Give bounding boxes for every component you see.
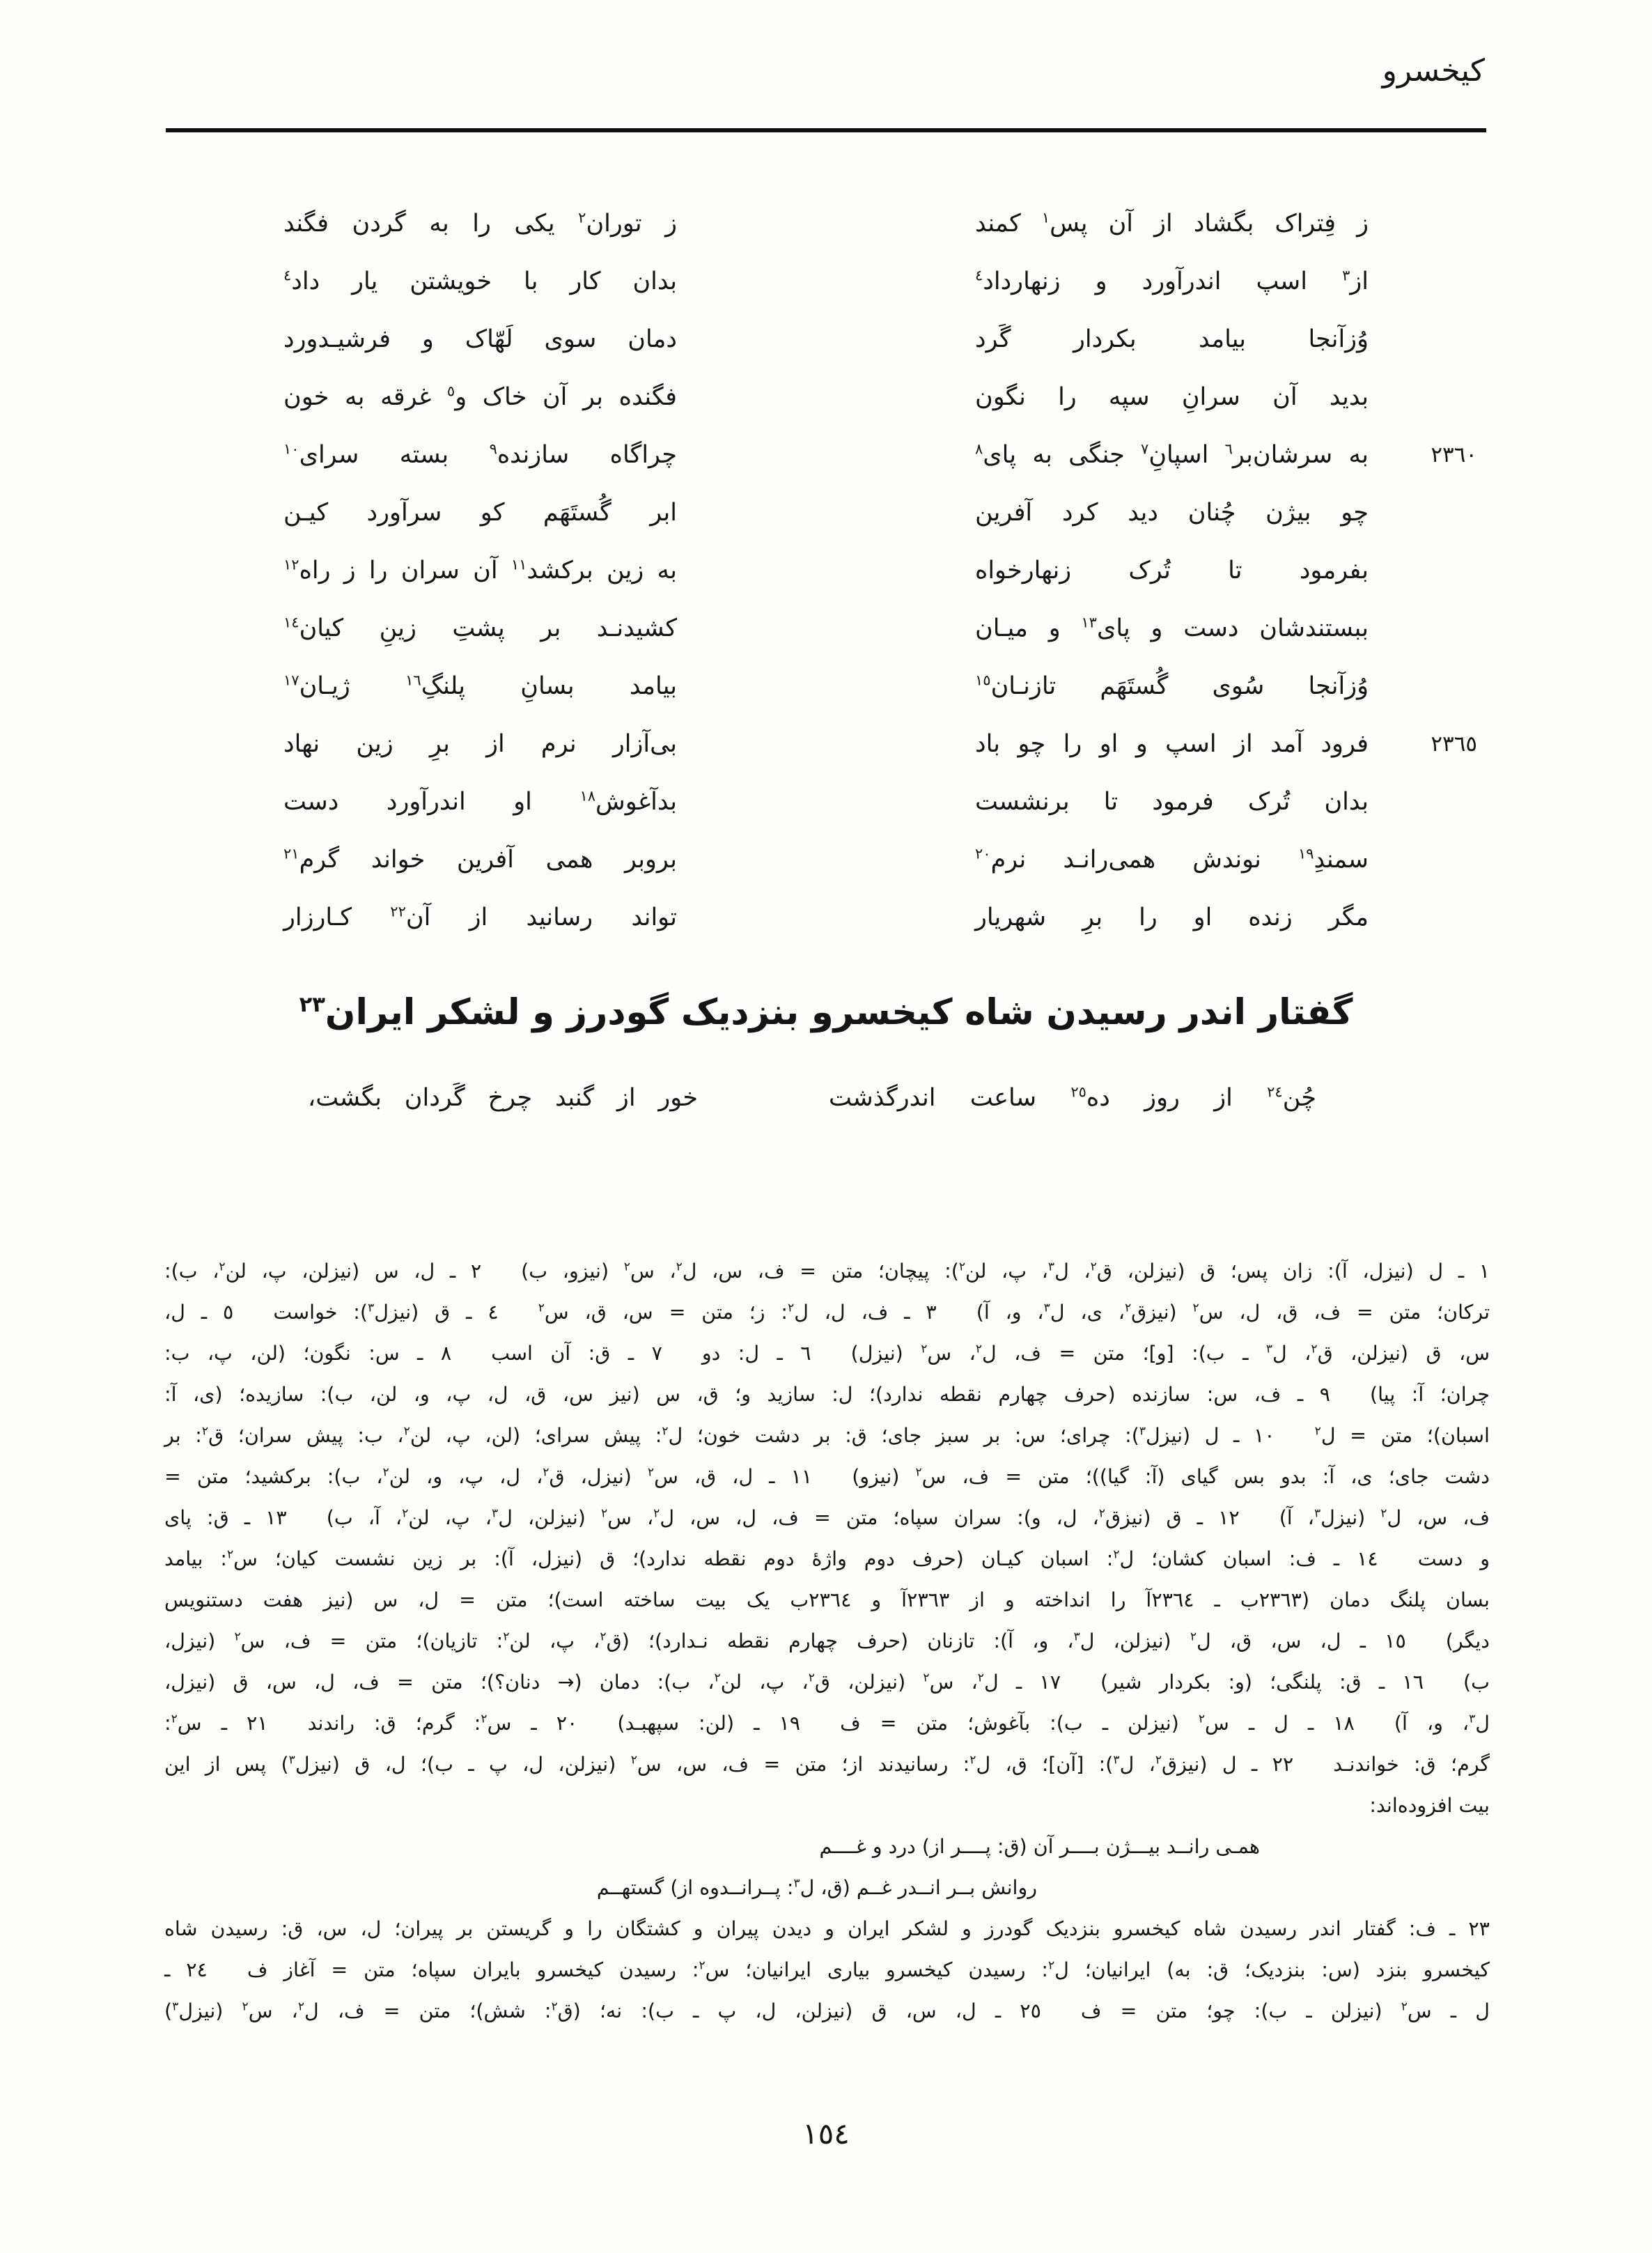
footnote-line: دشت جای؛ ی، آ: بدو بس گیای (آ: گیا))؛ متن = ف، س$^٢$ (نیزو) ١١ ـ ل، ق، س$^٢$ (نیزل، ق$^٢$، ل، پ، و، لن$^٢$، ب): برکشید؛ متن = [164,1465,1490,1488]
section-couplet [165,1084,1487,1112]
verse-hemistich-left: چراگاه سازنده$^٩$ بسته سرای$^{١٠}$ [283,440,677,469]
verse-hemistich-right: وُزآنجا سُوی گُستَهَم تازنـان$^{١٥}$ [975,671,1369,700]
verse-hemistich-left: ز توران$^٢$ یکی را به گردن فگند [283,208,677,238]
footnote-line: ب) ١٦ ـ ق: پلنگی؛ (و: بکردار شیر) ١٧ ـ ل$^٢$، س$^٢$ (نیزلن، ق$^٢$، پ، لن$^٢$، ب): دمان (→ دنان؟)؛ متن = ف، ل، س، ق (نیزل، [164,1671,1490,1694]
verse-row [165,541,1487,599]
verse-row [165,657,1487,715]
verse-hemistich-right: فرود آمد از اسپ و او را چو باد [975,729,1369,758]
footnote-line: بسان پلنگ دمان (٢٣٦٣ب ـ ٢٣٦٤آ را انداخته و از ٢٣٦٣آ و ٢٣٦٤ب یک بیت ساخته است)؛ متن = ل، س (نیز هفت دستنویس [164,1588,1490,1611]
verse-row [165,368,1487,426]
verse-hemistich-left: بی‌آزار نرم از برِ زین نهاد [283,729,677,758]
footnote-line: ترکان؛ متن = ف، ق، ل، س$^٢$ (نیزق$^٢$، ی، ل$^٣$، و، آ) ٣ ـ ف، ل، ل$^٢$: ز؛ متن = س، ق، س$^٢$ ٤ ـ ق (نیزل$^٣$): خواست ٥ ـ ل، [164,1301,1490,1324]
verse-row [165,310,1487,368]
verse-margin-number-2365: ٢٣٦٥ [1431,731,1477,757]
footnote-line: ١ ـ ل (نیزل، آ): زان پس؛ ق (نیزلن، ق$^٢$، ل$^٣$، پ، لن$^٢$): پیچان؛ متن = ف، س، ل$^٢$، س$^٢$ (نیزو، ب) ٢ ـ ل، س (نیزلن، پ، لن$^٢$، ب): [164,1260,1490,1283]
verse-hemistich-right: مگر زنده او را برِ شهریار [975,903,1369,931]
verse-hemistich-right: وُزآنجا بیامد بکردار گَرد [975,325,1369,353]
verse-hemistich-right: ببستندشان دست و پای$^{١٣}$ و میـان [975,613,1369,642]
verse-hemistich-right: بدید آن سرانِ سپه را نگون [975,382,1369,411]
verse-block [165,194,1487,946]
footnote-line: س، ق (نیزلن، ق$^٢$، ل$^٣$ ـ ب): [و]؛ متن = ف، ل$^٢$، س$^٢$ (نیزل) ٦ ـ ل: دو ٧ ـ ق: آن اسب ٨ ـ س: نگون؛ (لن، پ، ب: [164,1342,1490,1365]
critical-apparatus [164,1251,1490,2031]
verse-row [165,599,1487,657]
verse-hemistich-left: به زین برکشد$^{١١}$ آن سران را ز راه$^{١٢}$ [283,555,677,584]
verse-hemistich-right: چو بیژن چُنان دید کرد آفرین [975,498,1369,527]
verse-hemistich-left: تواند رسانید از آن$^{٢٢}$ کـارزار [283,902,677,931]
verse-hemistich-right: از$^٣$ اسپ اندرآورد و زنهارداد$^٤$ [975,266,1369,295]
footnote-line: گرم؛ ق: خواندنـد ٢٢ ـ ل (نیزق$^٢$، ل$^٣$): [آن]؛ ق، ل$^٢$: رسانیدند از؛ متن = ف، س، س$^٢$ (نیزلن، ل، پ ـ ب)؛ ل، ق (نیزل$^٣$) پس از این [164,1753,1490,1776]
section-couplet-right: چُن$^{٢٤}$ از روز ده$^{٢٥}$ ساعت اندرگذشت [829,1083,1316,1112]
section-couplet-left: خور از گنبد چرخ گَردان بگشت، [308,1084,698,1112]
footnote-line: ٢٣ ـ ف: گفتار اندر رسیدن شاه کیخسرو بنزدیک گودرز و لشکر ایران و دیدن پیران و کشتگان را و گریستن بر پیران؛ ل، س، ق: رسیدن شاه [164,1917,1490,1940]
footnote-line: کیخسرو بنزد (س: بنزدیک؛ ق: به) ایرانیان؛ ل$^٢$: رسیدن کیخسرو بیاری ایرانیان؛ س$^٢$: رسیدن کیخسرو بایران سپاه؛ متن = آغاز ف ٢٤ ـ [164,1958,1490,1981]
verse-hemistich-right: به سرشان‌بر$^٦$ اسپانِ$^٧$ جنگی به پای$^٨$ [975,440,1369,469]
header-rule [166,128,1486,132]
verse-row [165,830,1487,888]
verse-hemistich-left: کشیدنـد بر پشتِ زینِ کیان$^{١٤}$ [283,613,677,642]
verse-row [165,888,1487,946]
verse-row [165,426,1487,483]
footnote-added-verse: روانش بــر انــدر غــم (ق، ل$^٣$: پــرانــدوه از) گستهــم [596,1876,1037,1899]
verse-hemistich-right: بدان تُرک فرمود تا برنشست [975,787,1369,816]
verse-hemistich-right: بفرمود تا تُرک زنهارخواه [975,556,1369,584]
verse-row [165,483,1487,541]
verse-hemistich-right: سمندِ$^{١٩}$ نوندش همی‌رانـد نرم$^{٢٠}$ [975,844,1369,874]
footnote-line: ف، س، ل$^٢$ (نیزل$^٣$، آ) ١٢ ـ ق (نیزق$^٢$، ل، و): سران سپاه؛ متن = ف، ل، س، ل$^٢$، س$^٢$ (نیزلن، ل$^٣$، پ، لن$^٢$، آ، ب) ١٣ ـ ق: پای [164,1506,1490,1529]
section-heading: گفتار اندر رسیدن شاه کیخسرو بنزدیک گودرز و لشکر ایران$^{٢٣}$ [299,992,1353,1033]
footnote-line: دیگر) ١٥ ـ ل، س، ق، ل$^٢$ (نیزلن، ل$^٣$، و، آ): تازنان (حرف چهارم نقطه نـدارد)؛ (ق$^٢$، پ، لن$^٢$: تازیان)؛ متن = ف، س$^٢$ (نیزل، [164,1629,1490,1652]
verse-row [165,194,1487,252]
verse-hemistich-left: ابر گُستَهَم کو سرآورد کیـن [283,498,677,527]
verse-row [165,252,1487,310]
footnote-line-short: بیت افزوده‌اند: [1369,1794,1490,1817]
verse-margin-number-2360: ٢٣٦٠ [1431,442,1477,467]
verse-hemistich-left: فگنده بر آن خاک و$^٥$ غرقه به خون [283,382,678,411]
verse-hemistich-left: بیامد بسانِ پلنگِ$^{١٦}$ ژیـان$^{١٧}$ [283,671,677,700]
footnote-line: ل$^٣$، و، آ) ١٨ ـ ل ـ س$^٢$ (نیزلن ـ ب): بآغوش؛ متن = ف ١٩ ـ (لن: سپهبـد) ٢٠ ـ س$^٢$: گرم؛ ق: راندند ٢١ ـ س$^٢$: [164,1712,1490,1735]
verse-row [165,773,1487,830]
page-number: ١٥٤ [802,2116,850,2151]
footnote-line: و دست ١٤ ـ ف: اسبان کشان؛ ل$^٢$: اسبان کیـان (حرف دوم واژهٔ دوم نقطه ندارد)؛ ق (نیزل، آ): بر زین نشست کیان؛ س$^٢$: بیامد [164,1547,1490,1570]
verse-hemistich-left: دمان سوی لَهّاک و فرشیـدورد [283,325,677,353]
footnote-line: اسبان)؛ متن = ل$^٢$ ١٠ ـ ل (نیزل$^٣$): چرای؛ س: بر سبز جای؛ ق: بر دشت خون؛ ل$^٢$: پیش سرای؛ (لن، پ، لن$^٢$، ب: پیش سران؛ ق$^٢$: بر [164,1424,1490,1447]
verse-hemistich-left: بدآغوش$^{١٨}$ او اندرآورد دست [283,787,677,816]
verse-hemistich-right: ز فِتراک بگشاد از آن پس$^١$ کمند [975,208,1369,238]
verse-row [165,715,1487,773]
page-header-title: کیخسرو [1382,53,1485,88]
verse-hemistich-left: بدان کار با خویشتن یار داد$^٤$ [283,266,677,295]
footnote-line: چران؛ آ: پیا) ٩ ـ ف، س: سازنده (حرف چهارم نقطه ندارد)؛ ل: سازید و؛ ق، س (نیز س، ق، ل، پ، و، لن، ب): سازیده؛ (ی، آ: [164,1383,1490,1406]
footnote-added-verse: همـی رانــد بیـــژن بــــر آن (ق: پــــر از) درد و غــــم [819,1835,1260,1858]
verse-hemistich-left: بروبر همی آفرین خواند گرم$^{٢١}$ [283,844,677,874]
footnote-line: ل ـ س$^٢$ (نیزلن ـ ب): چو؛ متن = ف ٢٥ ـ ل، س، ق (نیزلن، ل، پ ـ ب): نه؛ (ق$^٢$: شش)؛ متن = ف، ل$^٢$، س$^٢$ (نیزل$^٣$) [164,1999,1490,2022]
